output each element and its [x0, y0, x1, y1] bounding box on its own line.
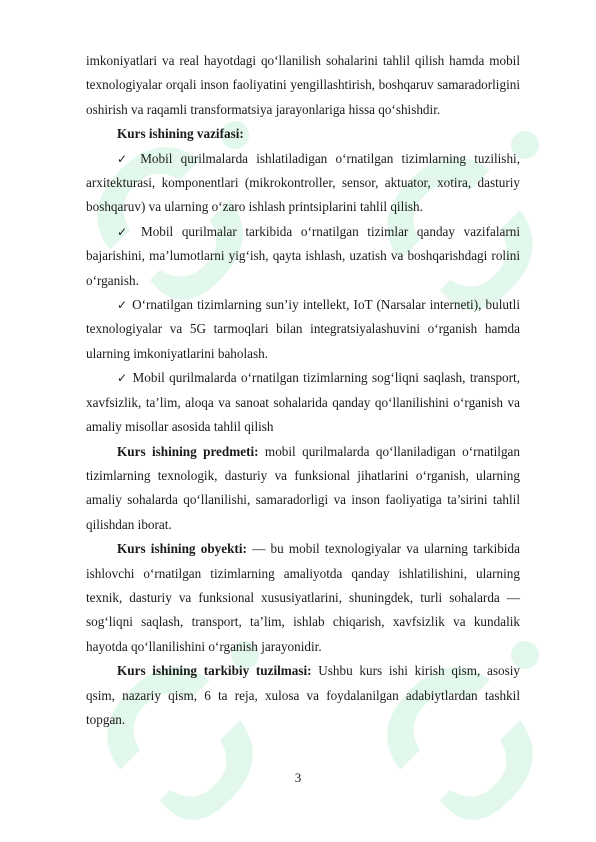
subject-heading: Kurs ishining predmeti:: [117, 443, 259, 459]
check-mark-icon: ✓: [117, 224, 133, 239]
document-body: [86, 49, 520, 732]
task-item: [86, 220, 520, 293]
structure-heading: Kurs ishining tarkibiy tuzilmasi:: [117, 663, 312, 679]
object-paragraph: [86, 537, 520, 659]
page-number: 3: [294, 770, 302, 785]
task-item: [86, 147, 520, 220]
structure-paragraph: [86, 659, 520, 732]
check-mark-icon: ✓: [117, 371, 129, 386]
subject-text: mobil qurilmalarda qo‘llaniladigan o‘rnatilgan tizimlarning texnologik, dasturiy va funksional jihatlarini o‘rganish, ularning amaliy sohalarda qo‘llanilishi, samaradorligi va inson faoliyatiga ta’sirini tahlil qilishdan iborat.: [86, 443, 520, 532]
task-heading: Kurs ishining vazifasi:: [117, 126, 244, 142]
task-item: [86, 366, 520, 439]
structure-text: Ushbu kurs ishi kirish qism, asosiy qsim, nazariy qism, 6 ta reja, xulosa va foydalanilgan adabiytlardan tashkil topgan.: [86, 663, 520, 727]
object-text: — bu mobil texnologiyalar va ularning tarkibida ishlovchi o‘rnatilgan tizimlarning amaliyotda qanday ishlatilishini, ularning texnik, dasturiy va funksional xususiyatlarini, shuningdek, turli sohalarda — sog‘liqni saqlash, transport, ta’lim, ishlab chiqarish, xavfsizlik va kundalik hayotda qo‘llanilishini o‘rganish jarayonidir.: [86, 541, 520, 654]
task-text: O‘rnatilgan tizimlarning sun’iy intellekt, IoT (Narsalar interneti), bulutli texnologiyalar va 5G tarmoqlari bilan integratsiyalashuvini o‘rganish hamda ularning imkoniyatlarini baholash.: [86, 297, 520, 361]
task-text: Mobil qurilmalarda ishlatiladigan o‘rnatilgan tizimlarning tuzilishi, arxitekturasi, komponentlari (mikrokontroller, sensor, aktuator, xotira, dasturiy boshqaruv) va ularning o‘zaro ishlash printsiplarini tahlil qilish.: [86, 150, 520, 215]
task-text: Mobil qurilmalarda o‘rnatilgan tizimlarning sog‘liqni saqlash, transport, xavfsizlik, ta’lim, aloqa va sanoat sohalarida qanday qo‘llanilishini o‘rganish va amaliy misollar asosida tahlil qilish: [86, 370, 520, 435]
subject-paragraph: [86, 440, 520, 538]
intro-paragraph: imkoniyatlari va real hayotdagi qo‘llanilish sohalarini tahlil qilish hamda mobil texnologiyalar orqali inson faoliyatini yengillashtirish, boshqaruv samaradorligini oshirish va raqamli transformatsiya jarayonlariga hissa qo‘shishdir.: [86, 53, 520, 117]
task-text: Mobil qurilmalar tarkibida o‘rnatilgan tizimlar qanday vazifalarni bajarishini, ma’lumotlarni yig‘ish, qayta ishlash, uzatish va boshqarishdagi rolini o‘rganish.: [86, 223, 520, 288]
object-heading: Kurs ishining obyekti:: [117, 541, 247, 557]
check-mark-icon: ✓: [117, 298, 128, 313]
check-mark-icon: ✓: [117, 151, 132, 166]
task-item: [86, 293, 520, 366]
